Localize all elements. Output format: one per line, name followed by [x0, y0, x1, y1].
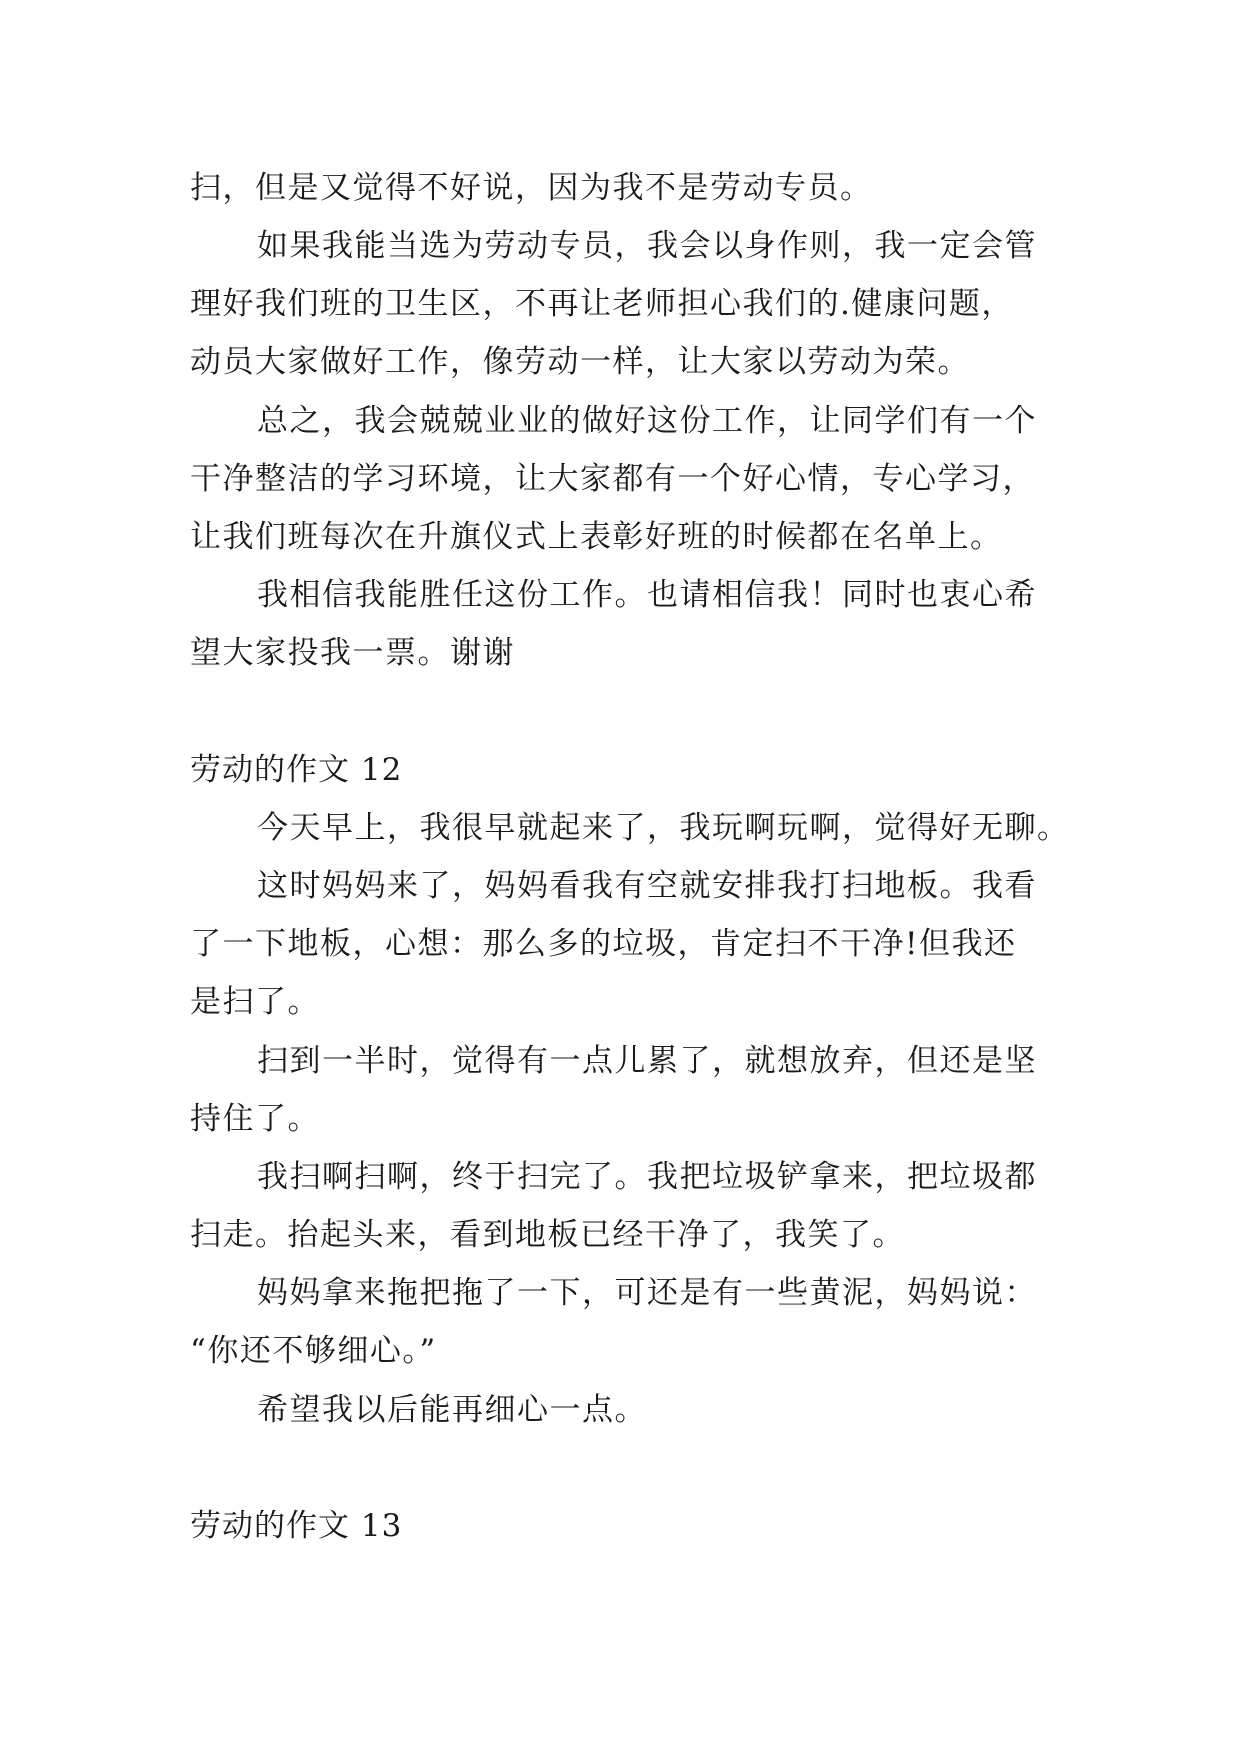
paragraph-line: 让我们班每次在升旗仪式上表彰好班的时候都在名单上。 — [190, 519, 1003, 555]
paragraph-line: 我扫啊扫啊，终于扫完了。我把垃圾铲拿来，把垃圾都 — [257, 1159, 1037, 1195]
paragraph-line: 动员大家做好工作，像劳动一样，让大家以劳动为荣。 — [190, 344, 970, 380]
paragraph-line: 扫走。抬起头来，看到地板已经干净了，我笑了。 — [190, 1217, 905, 1253]
paragraph-line: 理好我们班的卫生区，不再让老师担心我们的.健康问题， — [190, 286, 1014, 322]
paragraph-line: 了一下地板，心想：那么多的垃圾，肯定扫不干净!但我还 — [190, 926, 1017, 962]
paragraph-line: 这时妈妈来了，妈妈看我有空就安排我打扫地板。我看 — [257, 868, 1037, 904]
paragraph-line: “你还不够细心。” — [190, 1333, 437, 1369]
paragraph-line: 希望我以后能再细心一点。 — [257, 1392, 647, 1428]
paragraph-line: 扫，但是又觉得不好说，因为我不是劳动专员。 — [190, 170, 873, 206]
paragraph-line: 扫到一半时，觉得有一点儿累了，就想放弃，但还是坚 — [257, 1043, 1037, 1079]
paragraph-line: 今天早上，我很早就起来了，我玩啊玩啊，觉得好无聊。 — [257, 810, 1070, 846]
essay-title: 劳动的作文 13 — [190, 1508, 403, 1544]
paragraph-line: 妈妈拿来拖把拖了一下，可还是有一些黄泥，妈妈说： — [257, 1275, 1037, 1311]
paragraph-line: 是扫了。 — [190, 984, 320, 1020]
paragraph-line: 干净整洁的学习环境，让大家都有一个好心情，专心学习， — [190, 461, 1035, 497]
paragraph-line: 如果我能当选为劳动专员，我会以身作则，我一定会管 — [257, 228, 1037, 264]
essay-title: 劳动的作文 12 — [190, 752, 403, 788]
paragraph-line: 总之，我会兢兢业业的做好这份工作，让同学们有一个 — [257, 403, 1037, 439]
paragraph-line: 望大家投我一票。谢谢 — [190, 635, 515, 671]
paragraph-line: 持住了。 — [190, 1101, 320, 1137]
paragraph-line: 我相信我能胜任这份工作。也请相信我！同时也衷心希 — [257, 577, 1037, 613]
